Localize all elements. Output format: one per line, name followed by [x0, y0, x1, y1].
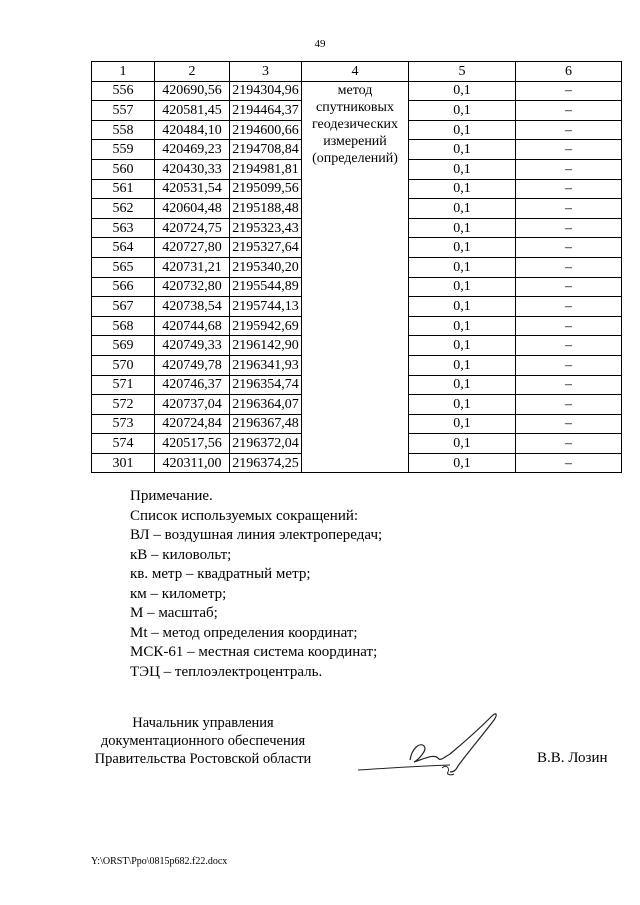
x-coordinate-cell: 420749,78 — [155, 355, 230, 375]
point-number-cell: 565 — [92, 257, 155, 277]
signatory-title-line: Правительства Ростовской области — [94, 751, 312, 767]
x-coordinate-cell: 420517,56 — [155, 434, 230, 454]
accuracy-cell: 0,1 — [409, 336, 516, 356]
point-number-cell: 571 — [92, 375, 155, 395]
column-header: 5 — [409, 62, 516, 82]
table-header-row — [92, 62, 622, 82]
note-cell: – — [516, 179, 622, 199]
y-coordinate-cell: 2194600,66 — [230, 120, 302, 140]
y-coordinate-cell: 2194304,96 — [230, 81, 302, 101]
point-number-cell: 569 — [92, 336, 155, 356]
accuracy-cell: 0,1 — [409, 434, 516, 454]
y-coordinate-cell: 2195327,64 — [230, 238, 302, 258]
accuracy-cell: 0,1 — [409, 120, 516, 140]
accuracy-cell: 0,1 — [409, 238, 516, 258]
method-line: спутниковых — [316, 99, 394, 115]
column-header: 4 — [302, 62, 409, 82]
column-header: 2 — [155, 62, 230, 82]
method-cell — [302, 81, 409, 473]
accuracy-cell: 0,1 — [409, 101, 516, 121]
notes-intro: Список используемых сокращений: — [130, 507, 359, 524]
accuracy-cell: 0,1 — [409, 257, 516, 277]
y-coordinate-cell: 2196372,04 — [230, 434, 302, 454]
x-coordinate-cell: 420311,00 — [155, 453, 230, 473]
x-coordinate-cell: 420732,80 — [155, 277, 230, 297]
point-number-cell: 570 — [92, 355, 155, 375]
point-number-cell: 573 — [92, 414, 155, 434]
note-cell: – — [516, 159, 622, 179]
accuracy-cell: 0,1 — [409, 316, 516, 336]
note-cell: – — [516, 414, 622, 434]
point-number-cell: 568 — [92, 316, 155, 336]
note-cell: – — [516, 375, 622, 395]
point-number-cell: 572 — [92, 395, 155, 415]
point-number-cell: 561 — [92, 179, 155, 199]
x-coordinate-cell: 420430,33 — [155, 159, 230, 179]
method-line: метод — [337, 82, 373, 98]
abbreviation-item: МСК-61 – местная система координат; — [130, 644, 378, 660]
signature-icon — [350, 708, 510, 778]
y-coordinate-cell: 2196142,90 — [230, 336, 302, 356]
accuracy-cell: 0,1 — [409, 81, 516, 101]
note-cell: – — [516, 355, 622, 375]
x-coordinate-cell: 420484,10 — [155, 120, 230, 140]
abbreviation-item: Mt – метод определения координат; — [130, 624, 358, 641]
x-coordinate-cell: 420749,33 — [155, 336, 230, 356]
point-number-cell: 566 — [92, 277, 155, 297]
note-cell: – — [516, 101, 622, 121]
x-coordinate-cell: 420531,54 — [155, 179, 230, 199]
note-cell: – — [516, 238, 622, 258]
column-header: 6 — [516, 62, 622, 82]
table-body — [92, 81, 622, 473]
accuracy-cell: 0,1 — [409, 140, 516, 160]
note-cell: – — [516, 336, 622, 356]
x-coordinate-cell: 420744,68 — [155, 316, 230, 336]
note-cell: – — [516, 218, 622, 238]
column-header: 3 — [230, 62, 302, 82]
y-coordinate-cell: 2194708,84 — [230, 140, 302, 160]
note-cell: – — [516, 316, 622, 336]
y-coordinate-cell: 2195340,20 — [230, 257, 302, 277]
x-coordinate-cell: 420690,56 — [155, 81, 230, 101]
y-coordinate-cell: 2195188,48 — [230, 199, 302, 219]
x-coordinate-cell: 420581,45 — [155, 101, 230, 121]
y-coordinate-cell: 2194464,37 — [230, 101, 302, 121]
note-cell: – — [516, 297, 622, 317]
y-coordinate-cell: 2196367,48 — [230, 414, 302, 434]
column-header: 1 — [92, 62, 155, 82]
accuracy-cell: 0,1 — [409, 159, 516, 179]
y-coordinate-cell: 2195099,56 — [230, 179, 302, 199]
table-row — [92, 81, 622, 101]
x-coordinate-cell: 420604,48 — [155, 199, 230, 219]
point-number-cell: 557 — [92, 101, 155, 121]
note-cell: – — [516, 120, 622, 140]
method-line: геодезических — [311, 116, 398, 132]
point-number-cell: 564 — [92, 238, 155, 258]
point-number-cell: 558 — [92, 120, 155, 140]
file-path: Y:\ORST\Ppo\0815p682.f22.docx — [91, 856, 228, 867]
note-cell: – — [516, 199, 622, 219]
abbreviation-item: ВЛ – воздушная линия электропередач; — [130, 527, 383, 543]
accuracy-cell: 0,1 — [409, 453, 516, 473]
note-cell: – — [516, 257, 622, 277]
point-number-cell: 560 — [92, 159, 155, 179]
x-coordinate-cell: 420724,75 — [155, 218, 230, 238]
point-number-cell: 574 — [92, 434, 155, 454]
y-coordinate-cell: 2195323,43 — [230, 218, 302, 238]
y-coordinate-cell: 2195744,13 — [230, 297, 302, 317]
notes-section — [130, 487, 382, 682]
note-cell: – — [516, 277, 622, 297]
accuracy-cell: 0,1 — [409, 297, 516, 317]
x-coordinate-cell: 420731,21 — [155, 257, 230, 277]
point-number-cell: 556 — [92, 81, 155, 101]
x-coordinate-cell: 420737,04 — [155, 395, 230, 415]
x-coordinate-cell: 420746,37 — [155, 375, 230, 395]
signatory-title — [90, 714, 316, 768]
method-line: измерений — [323, 133, 387, 149]
method-line: (определений) — [312, 150, 398, 166]
signatory-title-line: документационного обеспечения — [100, 733, 306, 749]
y-coordinate-cell: 2195544,89 — [230, 277, 302, 297]
signatory-title-line: Начальник управления — [132, 715, 274, 731]
y-coordinate-cell: 2196374,25 — [230, 453, 302, 473]
accuracy-cell: 0,1 — [409, 199, 516, 219]
note-cell: – — [516, 81, 622, 101]
point-number-cell: 301 — [92, 453, 155, 473]
accuracy-cell: 0,1 — [409, 179, 516, 199]
accuracy-cell: 0,1 — [409, 355, 516, 375]
signatory-name: В.В. Лозин — [537, 750, 608, 766]
accuracy-cell: 0,1 — [409, 218, 516, 238]
page-number: 49 — [314, 38, 326, 50]
accuracy-cell: 0,1 — [409, 375, 516, 395]
x-coordinate-cell: 420738,54 — [155, 297, 230, 317]
accuracy-cell: 0,1 — [409, 277, 516, 297]
x-coordinate-cell: 420727,80 — [155, 238, 230, 258]
y-coordinate-cell: 2196354,74 — [230, 375, 302, 395]
abbreviation-item: М – масштаб; — [130, 605, 218, 621]
accuracy-cell: 0,1 — [409, 395, 516, 415]
abbreviation-item: кв. метр – квадратный метр; — [130, 566, 311, 582]
note-cell: – — [516, 140, 622, 160]
y-coordinate-cell: 2195942,69 — [230, 316, 302, 336]
notes-title: Примечание. — [130, 488, 213, 504]
y-coordinate-cell: 2196364,07 — [230, 395, 302, 415]
note-cell: – — [516, 395, 622, 415]
point-number-cell: 562 — [92, 199, 155, 219]
abbreviation-item: ТЭЦ – теплоэлектроцентраль. — [130, 663, 323, 680]
abbreviation-item: км – километр; — [130, 585, 227, 602]
x-coordinate-cell: 420724,84 — [155, 414, 230, 434]
note-cell: – — [516, 453, 622, 473]
point-number-cell: 559 — [92, 140, 155, 160]
y-coordinate-cell: 2196341,93 — [230, 355, 302, 375]
accuracy-cell: 0,1 — [409, 414, 516, 434]
coordinates-table — [91, 61, 622, 473]
abbreviation-item: кВ – киловольт; — [130, 546, 232, 563]
y-coordinate-cell: 2194981,81 — [230, 159, 302, 179]
point-number-cell: 563 — [92, 218, 155, 238]
note-cell: – — [516, 434, 622, 454]
point-number-cell: 567 — [92, 297, 155, 317]
x-coordinate-cell: 420469,23 — [155, 140, 230, 160]
